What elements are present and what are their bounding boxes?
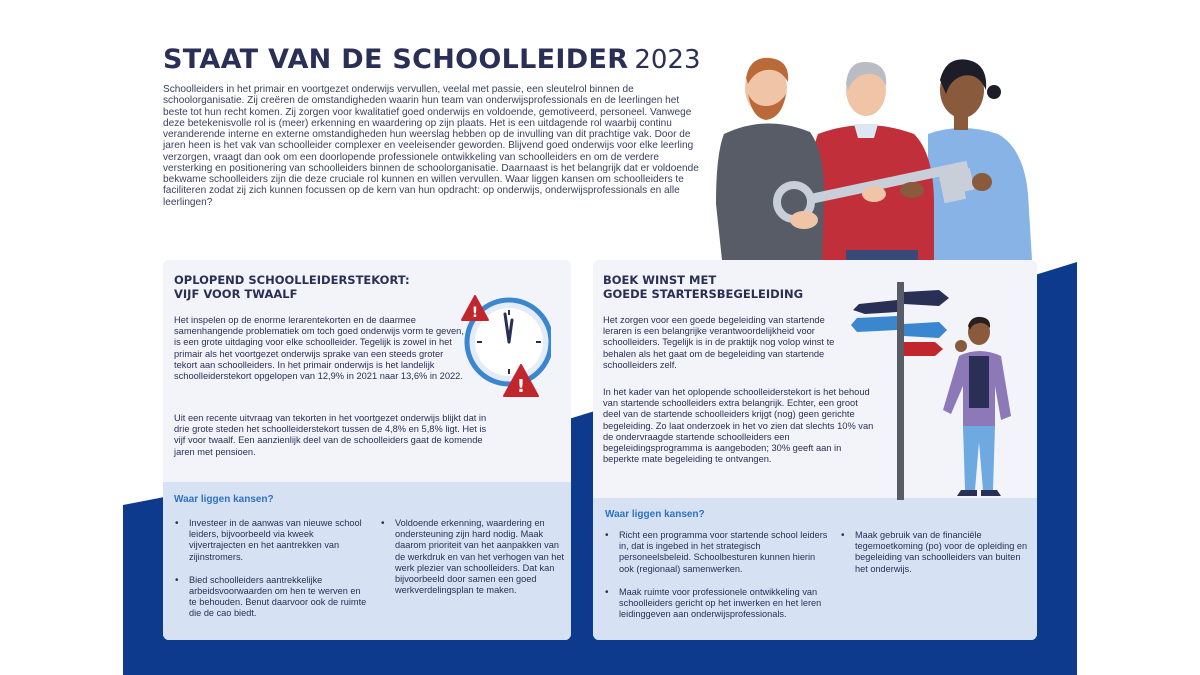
list-item: • Maak gebruik van de financiële tegemoetkoming (po) voor de opleiding en begeleiding van schoolleiders van buiten het onderwijs. [839, 530, 1029, 575]
right-card-para1: Het zorgen voor een goede begeleiding van startende leraren is een belangrijke verantwoordelijkheid voor schoolleiders. Tegelijk is in de praktijk nog volop winst te behalen als het gaat om de begeleiding van startende schoolleiders zelf. [603, 315, 835, 370]
left-bullets-col1 [173, 518, 368, 632]
left-kansen-heading: Waar liggen kansen? [174, 494, 274, 505]
right-card [593, 260, 1037, 640]
left-card-para1: Het inspelen op de enorme lerarentekorten en de daarmee samenhangende problematiek om toch goed onderwijs vorm te geven, is een grote uitdaging voor elke schoolleider. Tegelijk is zowel in het primair als het voortgezet onderwijs sprake van een steeds groter tekort aan schoolleiders. In het primair onderwijs is het landelijk schoolleiderstekort opgelopen van 12,9% in 2021 naar 13,6% in 2022. [174, 315, 464, 382]
list-item: • Investeer in de aanwas van nieuwe school leiders, bijvoorbeeld via kweek vijvertrajecten en het aantrekken van zijinstromers. [173, 518, 368, 563]
left-bullets-col2 [379, 518, 565, 608]
list-item: • Maak ruimte voor professionele ontwikkeling van schoolleiders gericht op het inwerken en het leren leidinggeven aan onderwijsprofessionals. [603, 587, 828, 621]
page-title [163, 44, 700, 75]
right-card-title-line1: BOEK WINST MET [603, 273, 717, 287]
right-card-title-line2: GOEDE STARTERSBEGELEIDING [603, 287, 804, 301]
left-card-title-line2: VIJF VOOR TWAALF [174, 287, 298, 301]
svg-text:!: ! [516, 376, 526, 397]
title-main: STAAT VAN DE SCHOOLLEIDER [163, 44, 629, 75]
right-card-para2: In het kader van het oplopende schoolleiderstekort is het behoud van startende schoolleiders extra belangrijk. Echter, een groot deel van de startende schoolleiders krijgt (nog) geen gerichte begeleiding. Zo laat onderzoek in het vo zien dat slechts 10% van de ondervraagde startende schoolleiders een begeleidingsprogramma is aangeboden; 30% geeft aan in beperkte mate begeleiding te ontvangen. [603, 387, 874, 465]
warning-icon [502, 363, 540, 401]
thinking-person-illustration [939, 316, 1021, 502]
warning-icon [460, 294, 490, 324]
right-bullets-col2 [839, 530, 1029, 587]
list-item: • Bied schoolleiders aantrekkelijke arbeidsvoorwaarden om hen te werven en te behouden. Benut daarvoor ook de ruimte die de cao biedt. [173, 575, 368, 620]
list-item: • Voldoende erkenning, waardering en ondersteuning zijn hard nodig. Maak daarom prioriteit van het aanpakken van de werkdruk en van het verhogen van het werk plezier van schoolleiders. Dat kan bijvoorbeeld door samen een goed werkverdelingsplan te maken. [379, 518, 565, 596]
left-card-para2: Uit een recente uitvraag van tekorten in het voortgezet onderwijs blijkt dat in drie grote steden het schoolleiderstekort tussen de 4,8% en 5,8% ligt. Het is vijf voor twaalf. Een aanzienlijk deel van de schoolleiders gaat de komende jaren met pensioen. [174, 413, 487, 457]
people-with-key-illustration [706, 54, 1036, 260]
left-card-title-line1: OPLOPEND SCHOOLLEIDERSTEKORT: [174, 273, 410, 287]
left-card [163, 260, 571, 640]
right-bullets-col1 [603, 530, 828, 632]
svg-text:!: ! [471, 305, 479, 321]
left-card-title [174, 273, 434, 301]
intro-text: Schoolleiders in het primair en voortgezet onderwijs vervullen, veelal met passie, een sleutelrol binnen de schoolorganisatie. Zij creëren de omstandigheden waarin hun team van onderwijsprofessionals en de leerlingen het beste tot hun recht komen. Zij zorgen voor kwalitatief goed onderwijs en voldoende, gemotiveerd, personeel. Vanwege deze betekenisvolle rol is (meer) erkenning en waardering op zijn plaats. Het is een uitdagende rol waarbij continu veranderende interne en externe omstandigheden hun weerslag hebben op de invulling van dit prachtige vak. Door de jaren heen is het vak van schoolleider complexer en veeleisender geworden. Blijvend goed onderwijs voor elke leerling verzorgen, vraagt dan ook om een doorlopende professionele ontwikkeling van schoolleiders en om de verdere versterking en positionering van schoolleiders binnen de schoolorganisatie. Daarnaast is het belangrijk dat er voldoende bekwame schoolleiders zijn die deze cruciale rol kunnen en willen vervullen. Waar liggen kansen om schoolleiders te faciliteren zodat zij zich kunnen focussen op de kern van hun opdracht: op onderwijs, onderwijsprofessionals en alle leerlingen? [163, 84, 699, 208]
list-item: • Richt een programma voor startende school leiders in, dat is ingebed in het strategisch personeelsbeleid. Schoolbesturen kunnen hierin ook (regionaal) samenwerken. [603, 530, 828, 575]
right-kansen-heading: Waar liggen kansen? [605, 509, 705, 520]
right-card-title [603, 273, 863, 301]
signpost-icon [851, 278, 951, 500]
title-year: 2023 [634, 45, 701, 75]
